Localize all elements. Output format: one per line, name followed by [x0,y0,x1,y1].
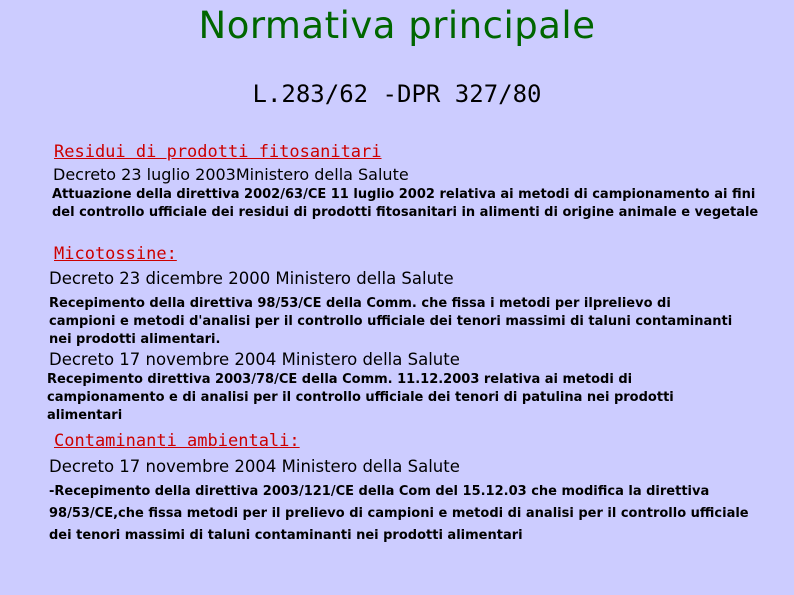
section-heading-residui: Residui di prodotti fitosanitari [54,142,382,162]
decree-description: Recepimento direttiva 2003/78/CE della Comm. 11.12.2003 relativa ai metodi di campionamento e di analisi per il controllo ufficiale dei tenori di patulina nei prodotti alimentari [47,372,674,423]
decree-title: Decreto 23 luglio 2003Ministero della Salute [53,165,409,184]
page-title: Normativa principale [198,4,596,47]
decree-description: -Recepimento della direttiva 2003/121/CE della Com del 15.12.03 che modifica la direttiva 98/53/CE,che fissa metodi per il prelievo di campioni e metodi di analisi per il controllo ufficiale dei tenori massimi di taluni contaminanti nei prodotti alimentari [49,484,749,543]
decree-title: Decreto 23 dicembre 2000 Ministero della Salute [49,269,454,288]
section-heading-contaminanti: Contaminanti ambientali: [54,431,300,451]
section-heading-micotossine: Micotossine: [54,244,177,264]
decree-title: Decreto 17 novembre 2004 Ministero della Salute [49,350,460,369]
decree-description: Attuazione della direttiva 2002/63/CE 11 luglio 2002 relativa ai metodi di campionamento ai fini del controllo ufficiale dei residui di prodotti fitosanitari in alimenti di origine animale e vegetale [52,187,759,220]
decree-description: Recepimento della direttiva 98/53/CE della Comm. che fissa i metodi per ilprelievo di campioni e metodi d'analisi per il controllo ufficiale dei tenori massimi di taluni contaminanti nei prodotti alimentari. [49,296,733,347]
page-subtitle: L.283/62 -DPR 327/80 [252,80,542,108]
decree-title: Decreto 17 novembre 2004 Ministero della Salute [49,457,460,476]
